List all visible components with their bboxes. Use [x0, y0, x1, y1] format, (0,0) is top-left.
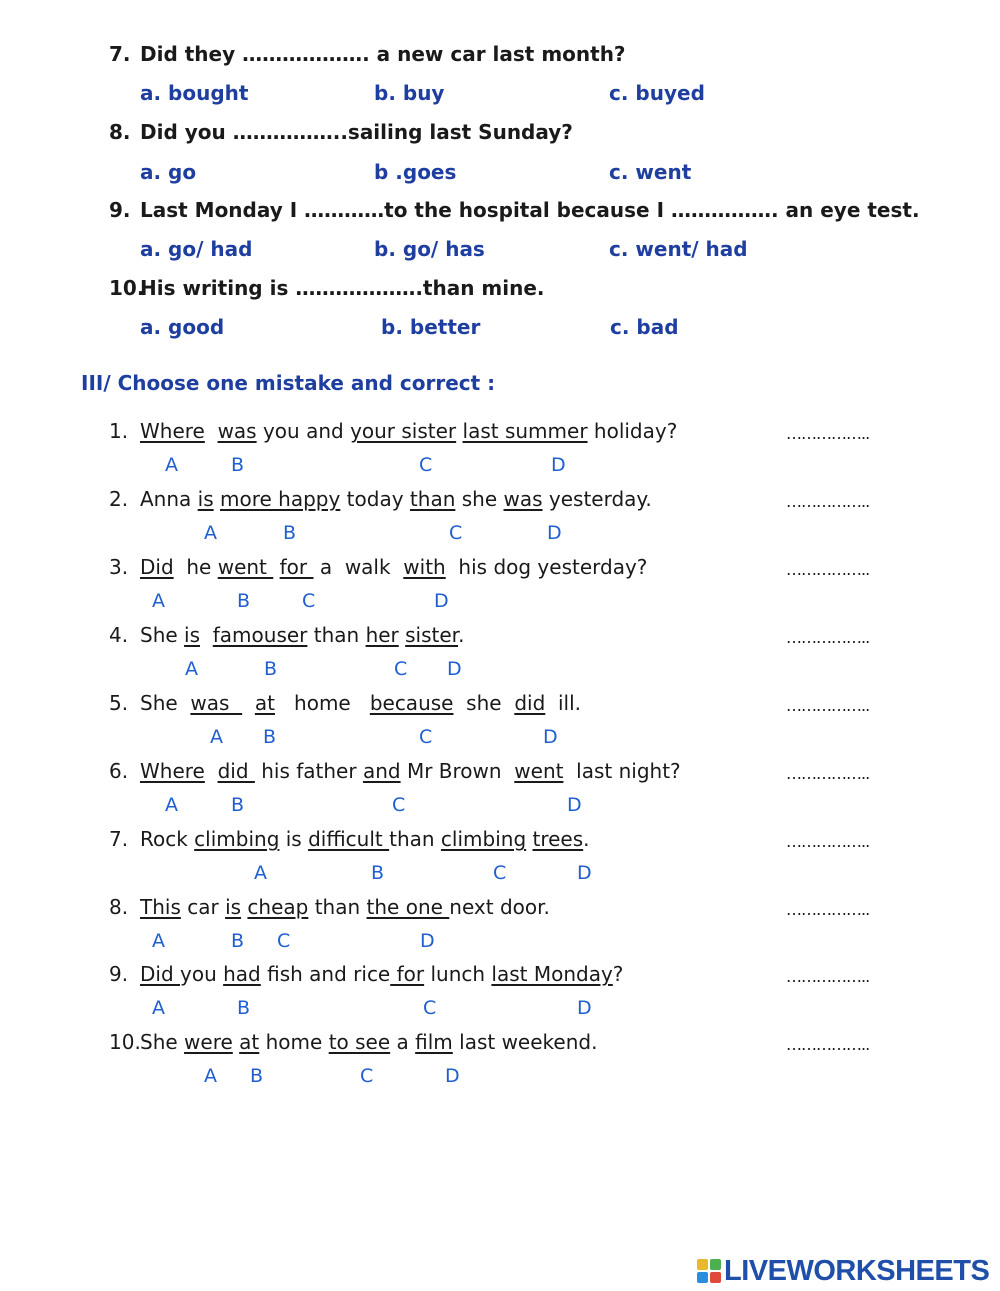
mc-question	[109, 198, 920, 222]
sentence-text: Anna	[140, 487, 198, 511]
option-letter: A	[165, 454, 178, 476]
underlined-option[interactable]: is	[197, 487, 214, 511]
option-letter: B	[264, 658, 278, 680]
underlined-option[interactable]: had	[223, 962, 261, 986]
answer-option[interactable]: b. go/ has	[374, 237, 485, 261]
sentence-text: last weekend.	[452, 1030, 598, 1054]
underlined-option[interactable]: to see	[328, 1030, 391, 1054]
underlined-option[interactable]: Did	[140, 555, 174, 579]
underlined-option[interactable]: went	[514, 759, 564, 783]
question-number: 10.	[109, 276, 145, 300]
answer-blank[interactable]: ……………..	[786, 560, 870, 579]
answer-blank[interactable]: ……………..	[786, 967, 870, 986]
sentence-text: .	[583, 827, 590, 851]
sentence-text: she	[455, 487, 504, 511]
section-title: III/ Choose one mistake and correct :	[81, 371, 496, 395]
option-letter: D	[434, 590, 449, 612]
answer-option[interactable]: c. buyed	[609, 81, 705, 105]
error-sentence	[109, 1030, 597, 1054]
sentence-text: than	[308, 895, 367, 919]
underlined-option[interactable]: film	[415, 1030, 453, 1054]
underlined-option[interactable]: Where	[140, 419, 205, 443]
error-sentence	[109, 895, 550, 919]
underlined-option[interactable]: your sister	[350, 419, 457, 443]
logo-blocks-icon	[697, 1259, 721, 1283]
item-number: 8.	[109, 895, 129, 919]
underlined-option[interactable]: difficult	[308, 827, 390, 851]
sentence-text	[205, 419, 218, 443]
sentence-text: She	[140, 1030, 185, 1054]
item-number: 7.	[109, 827, 129, 851]
underlined-option[interactable]: at	[239, 1030, 260, 1054]
option-letter: B	[237, 590, 251, 612]
answer-blank[interactable]: ……………..	[786, 492, 870, 511]
sentence-text: his dog yesterday?	[445, 555, 648, 579]
item-number: 2.	[109, 487, 129, 511]
underlined-option[interactable]: last Monday	[491, 962, 613, 986]
mc-question	[109, 276, 545, 300]
underlined-option[interactable]: was	[190, 691, 243, 715]
option-letter: B	[250, 1065, 264, 1087]
sentence-text: his father	[254, 759, 363, 783]
answer-option[interactable]: b. better	[381, 315, 481, 339]
underlined-option[interactable]: the one	[366, 895, 450, 919]
sentence-text: Mr Brown	[400, 759, 515, 783]
question-number: 7.	[109, 42, 131, 66]
sentence-text: you	[180, 962, 224, 986]
option-letter: D	[543, 726, 558, 748]
underlined-option[interactable]: climbing	[440, 827, 527, 851]
option-letter: A	[204, 1065, 217, 1087]
answer-blank[interactable]: ……………..	[786, 832, 870, 851]
answer-option[interactable]: c. went	[609, 160, 692, 184]
underlined-option[interactable]: her	[365, 623, 399, 647]
option-letter: A	[165, 794, 178, 816]
underlined-option[interactable]: climbing	[194, 827, 280, 851]
option-letter: C	[493, 862, 507, 884]
sentence-text: today	[340, 487, 410, 511]
option-letter: D	[567, 794, 582, 816]
underlined-option[interactable]: than	[409, 487, 456, 511]
underlined-option[interactable]: This	[140, 895, 181, 919]
error-sentence	[109, 691, 581, 715]
underlined-option[interactable]: because	[369, 691, 454, 715]
option-letter: B	[231, 794, 245, 816]
option-letter: B	[371, 862, 385, 884]
underlined-option[interactable]: went	[217, 555, 274, 579]
item-number: 1.	[109, 419, 129, 443]
option-letter: C	[302, 590, 316, 612]
underlined-option[interactable]: sister	[405, 623, 459, 647]
sentence-text	[200, 623, 213, 647]
option-letter: A	[152, 590, 165, 612]
option-letter: B	[283, 522, 297, 544]
underlined-option[interactable]: for	[279, 555, 314, 579]
answer-blank[interactable]: ……………..	[786, 1035, 870, 1054]
option-letter: A	[254, 862, 267, 884]
error-sentence	[109, 555, 647, 579]
answer-option[interactable]: b. buy	[374, 81, 445, 105]
answer-blank[interactable]: ……………..	[786, 628, 870, 647]
logo-text: LIVEWORKSHEETS	[724, 1254, 990, 1287]
item-number: 10.	[109, 1030, 141, 1054]
logo-block	[710, 1259, 721, 1270]
mc-question	[109, 42, 626, 66]
answer-option[interactable]: a. go	[140, 160, 197, 184]
option-letter: C	[277, 930, 291, 952]
sentence-text: home	[259, 1030, 329, 1054]
option-letter: C	[419, 726, 433, 748]
error-sentence	[109, 759, 681, 783]
underlined-option[interactable]: for	[390, 962, 425, 986]
option-letter: C	[423, 997, 437, 1019]
underlined-option[interactable]: with	[403, 555, 446, 579]
sentence-text: Rock	[140, 827, 195, 851]
error-sentence	[109, 962, 623, 986]
liveworksheets-logo	[697, 1256, 989, 1286]
item-number: 6.	[109, 759, 129, 783]
underlined-option[interactable]: did	[514, 691, 546, 715]
item-number: 9.	[109, 962, 129, 986]
sentence-text	[242, 691, 255, 715]
question-text: Did they ………………. a new car last month?	[140, 42, 626, 66]
option-letter: D	[547, 522, 562, 544]
underlined-option[interactable]: cheap	[247, 895, 309, 919]
option-letter: D	[420, 930, 435, 952]
underlined-option[interactable]: trees	[532, 827, 584, 851]
sentence-text: ill.	[545, 691, 582, 715]
option-letter: C	[419, 454, 433, 476]
underlined-option[interactable]: were	[184, 1030, 233, 1054]
option-letter: A	[204, 522, 217, 544]
sentence-text: car	[180, 895, 226, 919]
sentence-text: than	[389, 827, 441, 851]
option-letter: A	[185, 658, 198, 680]
answer-option[interactable]: a. good	[140, 315, 225, 339]
sentence-text: he	[173, 555, 218, 579]
underlined-option[interactable]: Where	[140, 759, 205, 783]
item-number: 4.	[109, 623, 129, 647]
underlined-option[interactable]: famouser	[212, 623, 308, 647]
sentence-text	[205, 759, 218, 783]
underlined-option[interactable]: was	[503, 487, 543, 511]
sentence-text: home	[274, 691, 370, 715]
underlined-option[interactable]: is	[225, 895, 242, 919]
sentence-text: .	[458, 623, 465, 647]
option-letter: D	[551, 454, 566, 476]
sentence-text: she	[453, 691, 515, 715]
option-letter: B	[263, 726, 277, 748]
sentence-text: ?	[612, 962, 624, 986]
answer-blank[interactable]: ……………..	[786, 764, 870, 783]
sentence-text: than	[307, 623, 366, 647]
option-letter: C	[360, 1065, 374, 1087]
sentence-text: holiday?	[587, 419, 678, 443]
sentence-text: last night?	[563, 759, 681, 783]
item-number: 5.	[109, 691, 129, 715]
option-letter: D	[445, 1065, 460, 1087]
option-letter: C	[449, 522, 463, 544]
logo-block	[697, 1272, 708, 1283]
logo-block	[710, 1272, 721, 1283]
sentence-text: next door.	[449, 895, 550, 919]
underlined-option[interactable]: and	[362, 759, 401, 783]
answer-blank[interactable]: ……………..	[786, 424, 870, 443]
option-letter: D	[447, 658, 462, 680]
question-text: Did you ……………..sailing last Sunday?	[140, 120, 573, 144]
option-letter: A	[152, 997, 165, 1019]
option-letter: B	[237, 997, 251, 1019]
answer-option[interactable]: c. went/ had	[609, 237, 748, 261]
underlined-option[interactable]: at	[254, 691, 275, 715]
underlined-option[interactable]: Did	[140, 962, 181, 986]
answer-option[interactable]: b .goes	[374, 160, 457, 184]
sentence-text: is	[279, 827, 309, 851]
error-sentence	[109, 419, 677, 443]
sentence-text: fish and rice	[260, 962, 391, 986]
answer-blank[interactable]: ……………..	[786, 696, 870, 715]
question-number: 8.	[109, 120, 131, 144]
answer-option[interactable]: c. bad	[610, 315, 679, 339]
option-letter: D	[577, 997, 592, 1019]
error-sentence	[109, 487, 652, 511]
answer-option[interactable]: a. go/ had	[140, 237, 253, 261]
mc-question	[109, 120, 573, 144]
option-letter: B	[231, 930, 245, 952]
logo-block	[697, 1259, 708, 1270]
underlined-option[interactable]: is	[184, 623, 201, 647]
sentence-text: a	[390, 1030, 416, 1054]
answer-blank[interactable]: ……………..	[786, 900, 870, 919]
option-letter: A	[152, 930, 165, 952]
sentence-text: you and	[256, 419, 351, 443]
option-letter: A	[210, 726, 223, 748]
sentence-text: a walk	[313, 555, 404, 579]
option-letter: B	[231, 454, 245, 476]
sentence-text: yesterday.	[542, 487, 652, 511]
answer-option[interactable]: a. bought	[140, 81, 249, 105]
option-letter: D	[577, 862, 592, 884]
question-text: His writing is ……………….than mine.	[140, 276, 545, 300]
option-letter: C	[392, 794, 406, 816]
question-number: 9.	[109, 198, 131, 222]
item-number: 3.	[109, 555, 129, 579]
question-text: Last Monday I …………to the hospital because I ……………. an eye test.	[140, 198, 920, 222]
underlined-option[interactable]: did	[217, 759, 255, 783]
sentence-text: lunch	[424, 962, 492, 986]
underlined-option[interactable]: last summer	[462, 419, 588, 443]
sentence-text: She	[140, 691, 191, 715]
error-sentence	[109, 827, 590, 851]
option-letter: C	[394, 658, 408, 680]
underlined-option[interactable]: was	[217, 419, 257, 443]
error-sentence	[109, 623, 464, 647]
sentence-text: She	[140, 623, 185, 647]
underlined-option[interactable]: more happy	[220, 487, 341, 511]
